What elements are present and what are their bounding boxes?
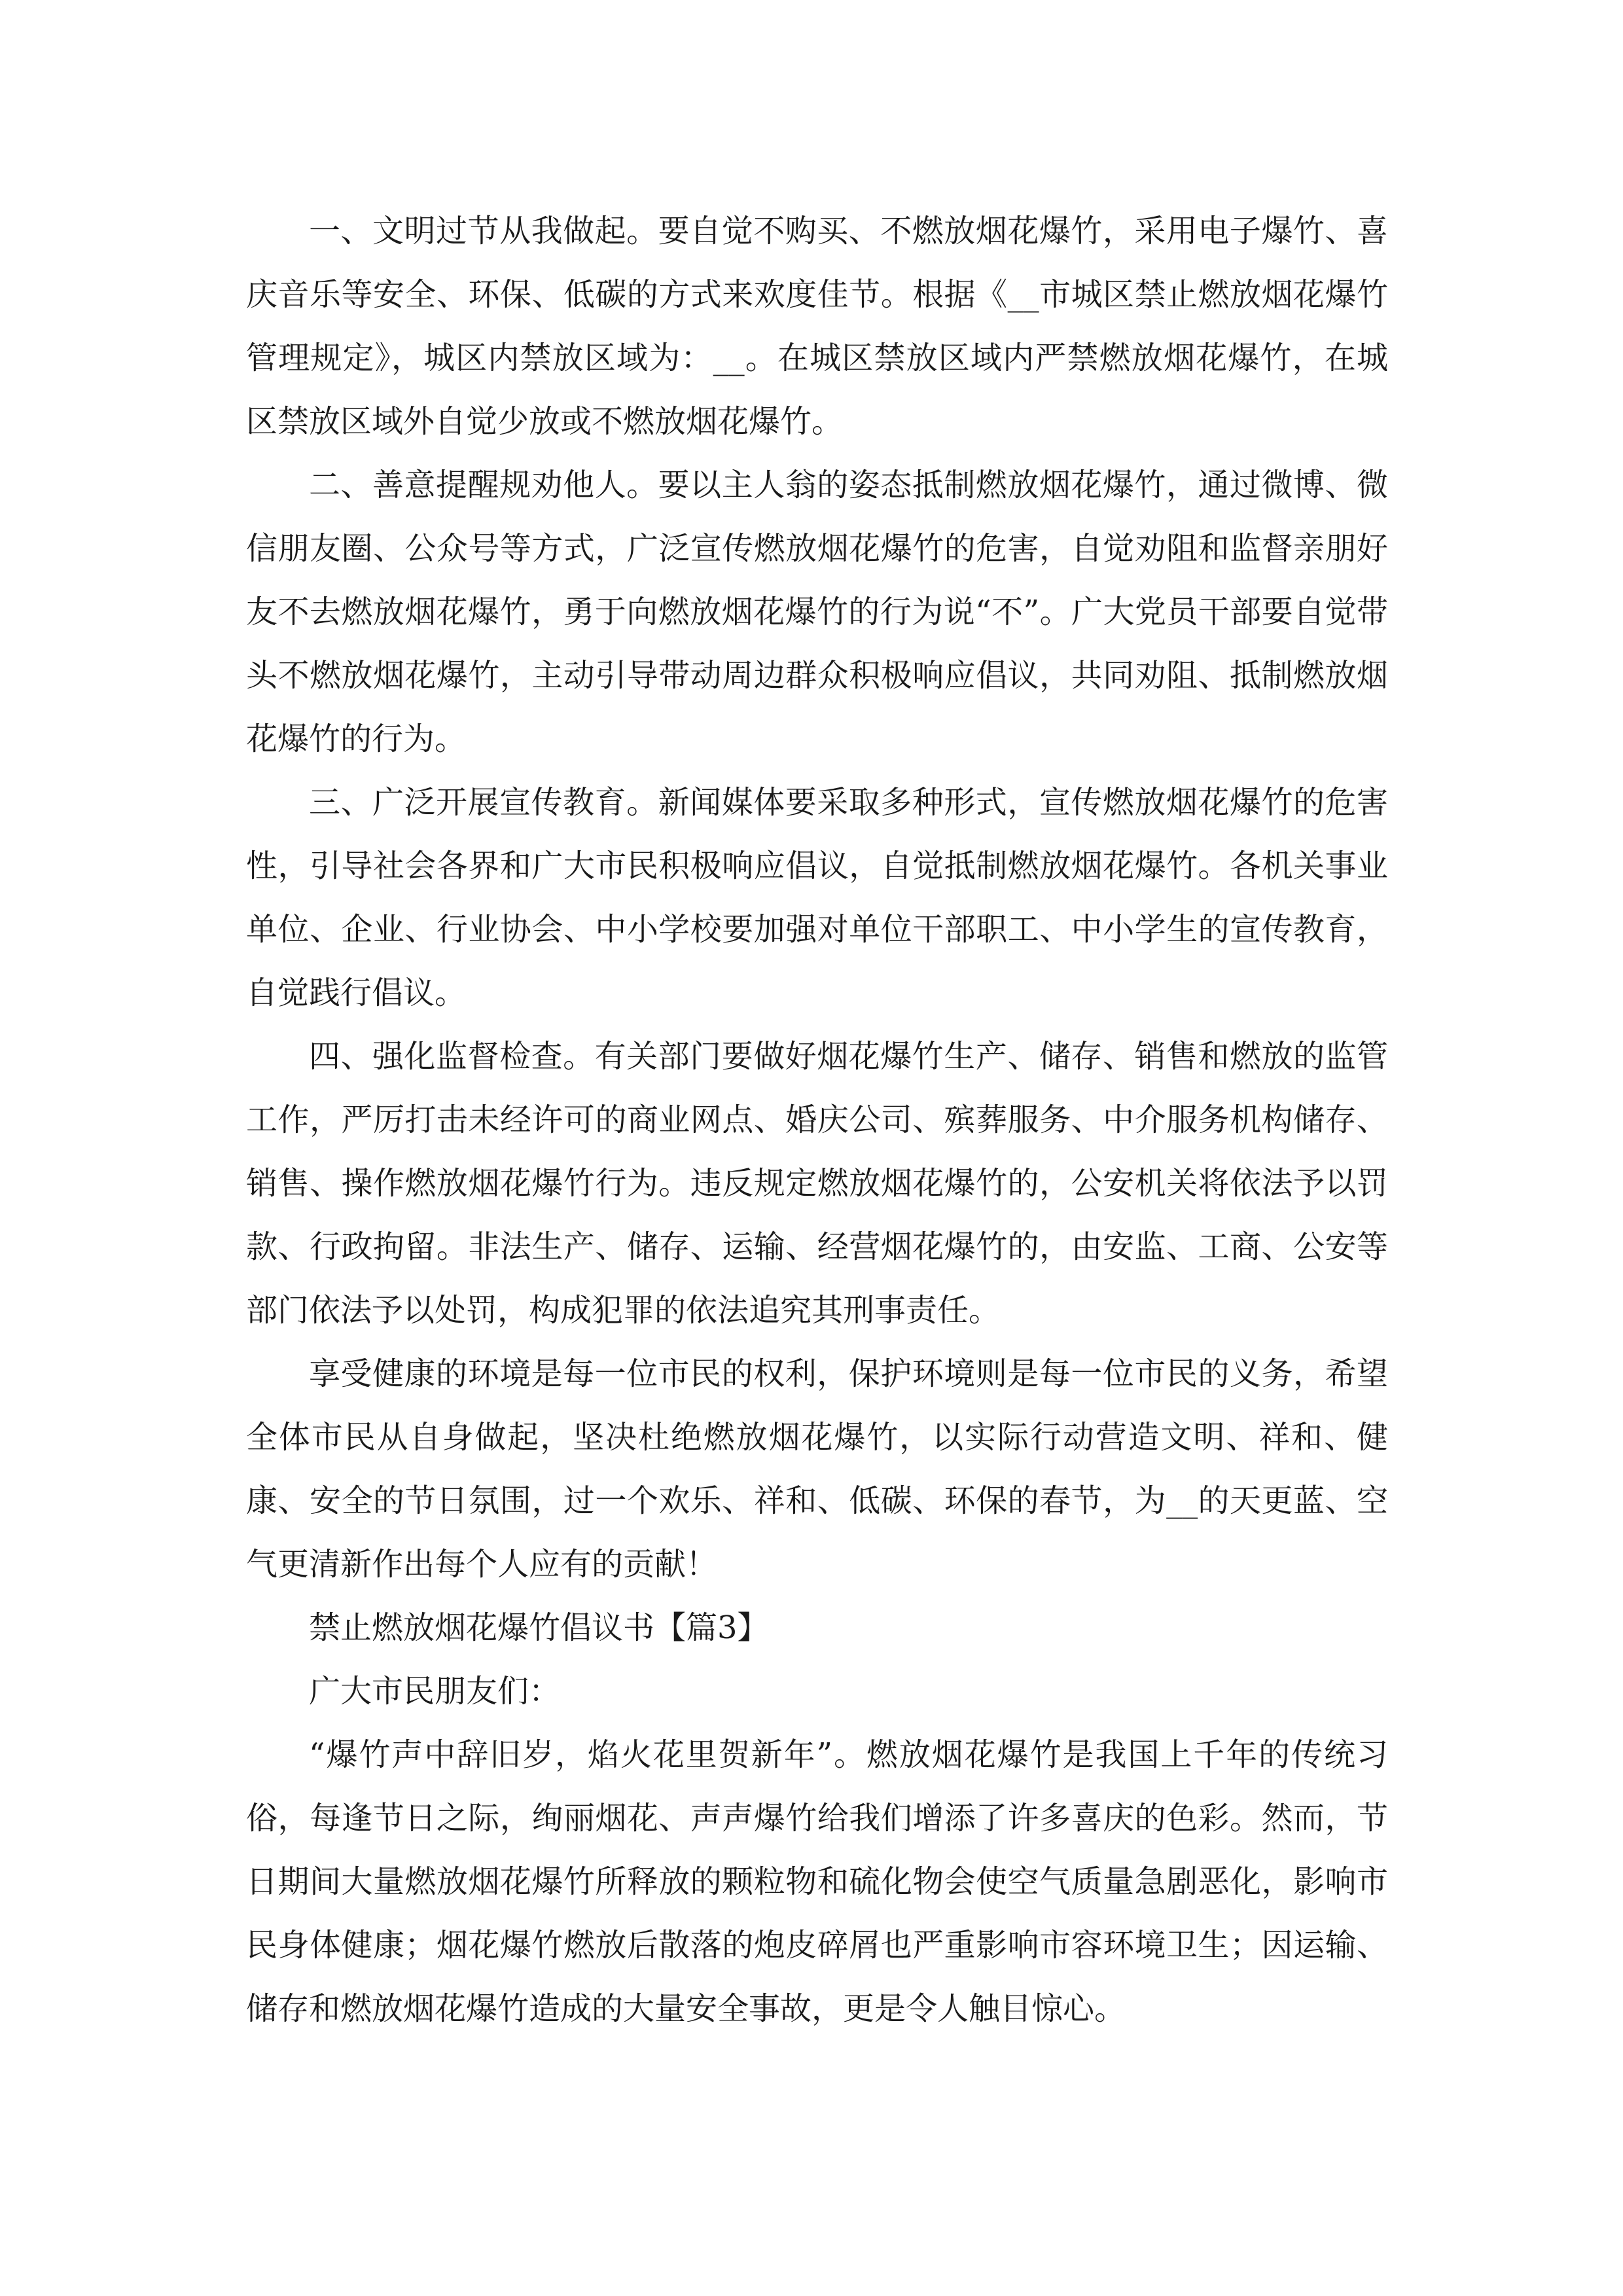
paragraph-closing-appeal: 享受健康的环境是每一位市民的权利，保护环境则是每一位市民的义务，希望全体市民从自身做起，坚决杜绝燃放烟花爆竹，以实际行动营造文明、祥和、健康、安全的节日氛围，过一个欢乐、祥和、低碳、环保的春节，为__的天更蓝、空气更清新作出每个人应有的贡献！ [246, 1355, 1388, 1583]
paragraph-1-civilized-celebration: 一、文明过节从我做起。要自觉不购买、不燃放烟花爆竹，采用电子爆竹、喜庆音乐等安全、环保、低碳的方式来欢度佳节。根据《__市城区禁止燃放烟花爆竹管理规定》，城区内禁放区域为：__。在城区禁放区域内严禁燃放烟花爆竹，在城区禁放区域外自觉少放或不燃放烟花爆竹。 [246, 213, 1388, 440]
document-body [246, 200, 1388, 2041]
paragraph-opening: “爆竹声中辞旧岁，焰火花里贺新年”。燃放烟花爆竹是我国上千年的传统习俗，每逢节日之际，绚丽烟花、声声爆竹给我们增添了许多喜庆的色彩。然而，节日期间大量燃放烟花爆竹所释放的颗粒物和硫化物会使空气质量急剧恶化，影响市民身体健康；烟花爆竹燃放后散落的炮皮碎屑也严重影响市容环境卫生；因运输、储存和燃放烟花爆竹造成的大量安全事故，更是令人触目惊心。 [246, 1736, 1388, 2027]
paragraph-2-remind-others: 二、善意提醒规劝他人。要以主人翁的姿态抵制燃放烟花爆竹，通过微博、微信朋友圈、公众号等方式，广泛宣传燃放烟花爆竹的危害，自觉劝阻和监督亲朋好友不去燃放烟花爆竹，勇于向燃放烟花爆竹的行为说“不”。广大党员干部要自觉带头不燃放烟花爆竹，主动引导带动周边群众积极响应倡议，共同劝阻、抵制燃放烟花爆竹的行为。 [246, 467, 1388, 757]
section-title: 禁止燃放烟花爆竹倡议书【篇3】 [309, 1609, 769, 1646]
paragraph-4-supervision: 四、强化监督检查。有关部门要做好烟花爆竹生产、储存、销售和燃放的监管工作，严厉打击未经许可的商业网点、婚庆公司、殡葬服务、中介服务机构储存、销售、操作燃放烟花爆竹行为。违反规定燃放烟花爆竹的，公安机关将依法予以罚款、行政拘留。非法生产、储存、运输、经营烟花爆竹的，由安监、工商、公安等部门依法予以处罚，构成犯罪的依法追究其刑事责任。 [246, 1038, 1388, 1329]
paragraph-3-publicity-education: 三、广泛开展宣传教育。新闻媒体要采取多种形式，宣传燃放烟花爆竹的危害性，引导社会各界和广大市民积极响应倡议，自觉抵制燃放烟花爆竹。各机关事业单位、企业、行业协会、中小学校要加强对单位干部职工、中小学生的宣传教育，自觉践行倡议。 [246, 784, 1388, 1011]
salutation: 广大市民朋友们： [309, 1673, 561, 1710]
